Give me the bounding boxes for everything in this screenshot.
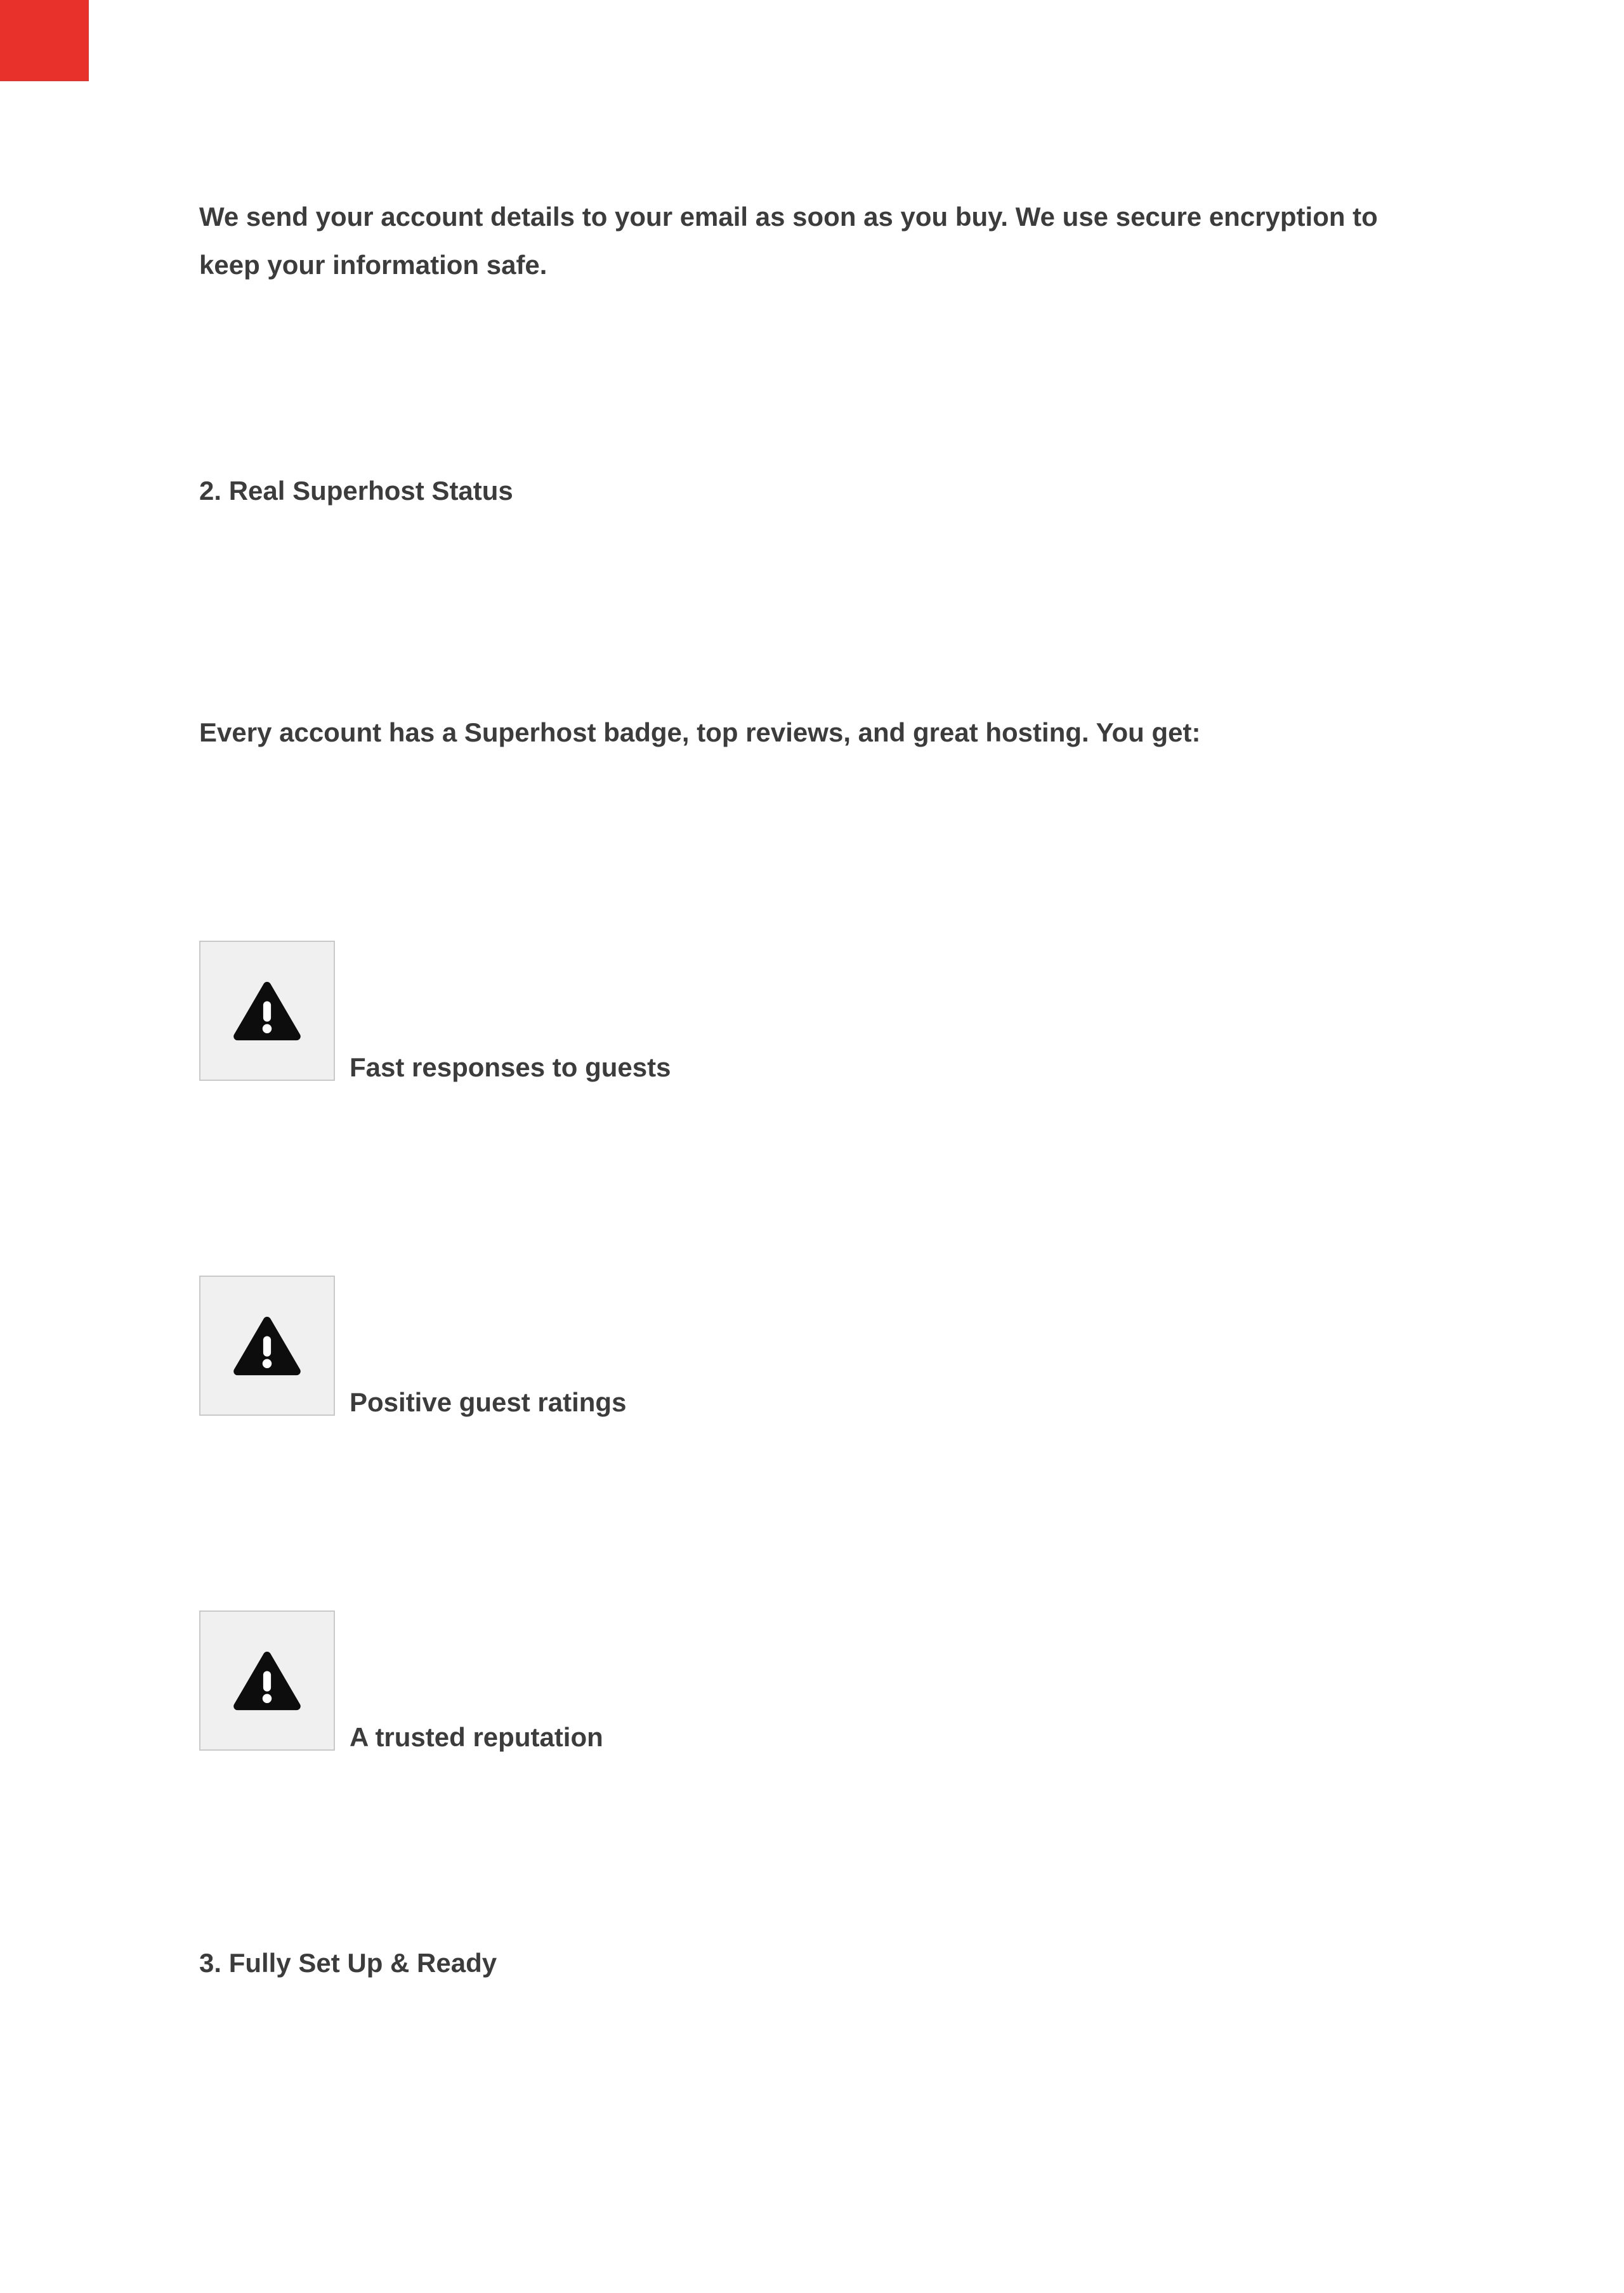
broken-image-placeholder — [199, 941, 335, 1081]
feature-item — [199, 941, 1434, 1081]
red-corner-block — [0, 0, 89, 81]
feature-item — [199, 1610, 1434, 1751]
warning-triangle-icon — [232, 1649, 303, 1713]
broken-image-placeholder — [199, 1610, 335, 1751]
warning-triangle-icon — [232, 1314, 303, 1378]
intro-paragraph: We send your account details to your email as soon as you buy. We use secure encryption to keep your information safe. — [199, 202, 1378, 280]
warning-triangle-icon — [232, 979, 303, 1043]
section-2-description: Every account has a Superhost badge, top reviews, and great hosting. You get: — [199, 717, 1201, 747]
feature-label: A trusted reputation — [350, 1722, 603, 1752]
section-2-heading: 2. Real Superhost Status — [199, 476, 513, 506]
section-3-heading: 3. Fully Set Up & Ready — [199, 1948, 497, 1978]
feature-label: Fast responses to guests — [350, 1052, 671, 1082]
feature-list — [199, 941, 1434, 1751]
feature-item — [199, 1276, 1434, 1416]
feature-label: Positive guest ratings — [350, 1387, 627, 1417]
broken-image-placeholder — [199, 1276, 335, 1416]
